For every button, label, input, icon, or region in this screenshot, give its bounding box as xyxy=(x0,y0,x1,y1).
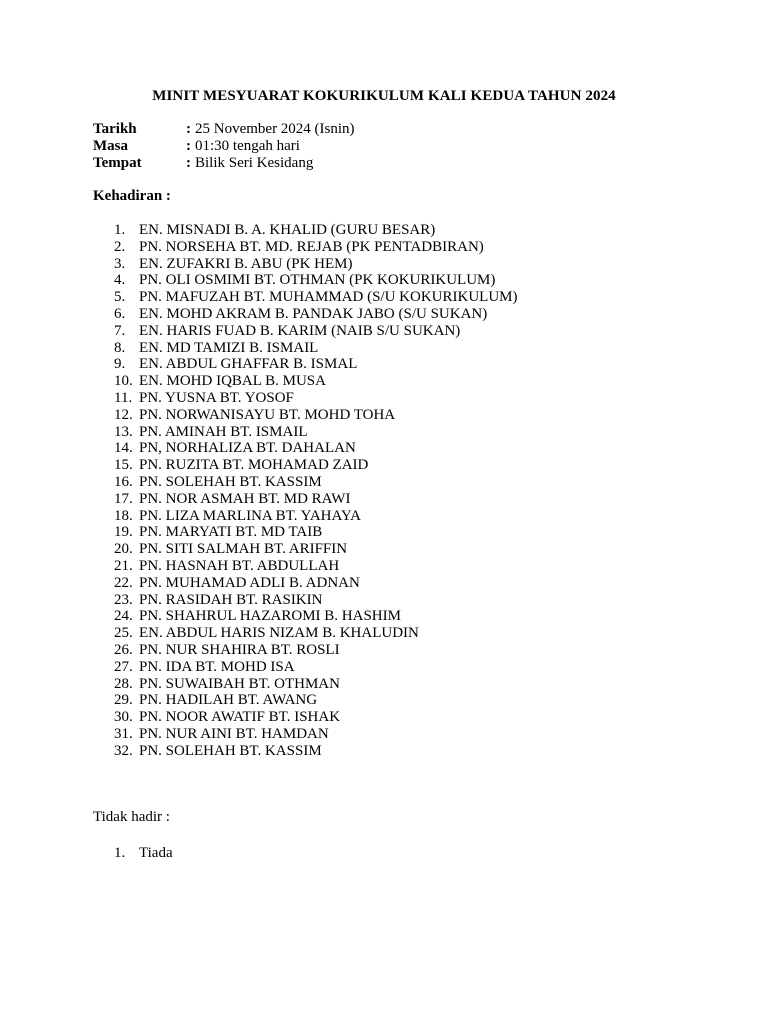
list-item-name: PN, NORHALIZA BT. DAHALAN xyxy=(139,440,356,457)
list-item xyxy=(114,558,518,575)
meta-colon: : xyxy=(186,121,191,137)
list-item xyxy=(114,743,518,760)
meta-label: Masa xyxy=(93,138,128,154)
list-item xyxy=(114,390,518,407)
meta-colon: : xyxy=(186,138,191,154)
list-item-name: PN. RASIDAH BT. RASIKIN xyxy=(139,591,323,608)
meta-colon: : xyxy=(186,155,191,171)
list-item-name: EN. MOHD AKRAM B. PANDAK JABO (S/U SUKAN) xyxy=(139,305,488,322)
list-item-name: Tiada xyxy=(139,845,173,861)
list-item xyxy=(114,608,518,625)
list-item-name: EN. MOHD IQBAL B. MUSA xyxy=(139,373,326,390)
list-item xyxy=(114,222,518,239)
list-item-number: 27. xyxy=(114,658,133,675)
list-item-name: EN. MD TAMIZI B. ISMAIL xyxy=(139,339,319,356)
list-item-number: 9. xyxy=(114,356,126,373)
list-item-number: 6. xyxy=(114,305,126,322)
attendance-heading: Kehadiran : xyxy=(93,188,171,204)
list-item-name: PN. LIZA MARLINA BT. YAHAYA xyxy=(139,507,361,524)
list-item-number: 29. xyxy=(114,692,133,709)
list-item-number: 19. xyxy=(114,524,133,541)
list-item-number: 14. xyxy=(114,440,133,457)
absent-heading: Tidak hadir : xyxy=(93,809,170,825)
list-item-number: 15. xyxy=(114,457,133,474)
meta-row-date xyxy=(93,121,355,138)
list-item xyxy=(114,457,518,474)
list-item-name: EN. HARIS FUAD B. KARIM (NAIB S/U SUKAN) xyxy=(139,322,461,339)
list-item-name: EN. ZUFAKRI B. ABU (PK HEM) xyxy=(139,255,353,272)
list-item-number: 24. xyxy=(114,608,133,625)
list-item-number: 8. xyxy=(114,339,126,356)
list-item-number: 7. xyxy=(114,322,126,339)
list-item xyxy=(114,239,518,256)
meeting-details xyxy=(93,121,355,172)
document-title: MINIT MESYUARAT KOKURIKULUM KALI KEDUA TAHUN 2024 xyxy=(152,88,616,104)
list-item-number: 30. xyxy=(114,709,133,726)
list-item-number: 23. xyxy=(114,591,133,608)
attendee-list xyxy=(114,222,518,760)
absent-list xyxy=(114,845,173,862)
list-item xyxy=(114,306,518,323)
list-item-name: PN. SUWAIBAH BT. OTHMAN xyxy=(139,675,340,692)
list-item xyxy=(114,592,518,609)
list-item-name: PN. MARYATI BT. MD TAIB xyxy=(139,524,323,541)
list-item xyxy=(114,256,518,273)
meta-row-venue xyxy=(93,155,355,172)
list-item xyxy=(114,508,518,525)
list-item xyxy=(114,575,518,592)
list-item-number: 32. xyxy=(114,742,133,759)
list-item-name: PN. NUR AINI BT. HAMDAN xyxy=(139,725,329,742)
list-item-name: PN. HADILAH BT. AWANG xyxy=(139,692,318,709)
list-item-name: PN. OLI OSMIMI BT. OTHMAN (PK KOKURIKULUM) xyxy=(139,272,496,289)
list-item xyxy=(114,642,518,659)
meta-value-time: 01:30 tengah hari xyxy=(195,138,300,154)
meta-label: Tempat xyxy=(93,155,142,171)
list-item-number: 11. xyxy=(114,389,133,406)
list-item xyxy=(114,692,518,709)
meta-value-venue: Bilik Seri Kesidang xyxy=(195,155,314,171)
list-item xyxy=(114,373,518,390)
list-item xyxy=(114,541,518,558)
list-item-name: PN. NOR ASMAH BT. MD RAWI xyxy=(139,490,351,507)
list-item-number: 21. xyxy=(114,557,133,574)
list-item-name: PN. NUR SHAHIRA BT. ROSLI xyxy=(139,641,340,658)
list-item xyxy=(114,474,518,491)
list-item-name: PN. NORSEHA BT. MD. REJAB (PK PENTADBIRAN) xyxy=(139,238,484,255)
meta-row-time xyxy=(93,138,355,155)
list-item xyxy=(114,491,518,508)
list-item-number: 1. xyxy=(114,222,126,238)
list-item-name: PN. NOOR AWATIF BT. ISHAK xyxy=(139,709,341,726)
list-item-number: 31. xyxy=(114,725,133,742)
list-item xyxy=(114,440,518,457)
list-item-number: 20. xyxy=(114,541,133,558)
list-item-number: 1. xyxy=(114,845,126,861)
list-item-number: 4. xyxy=(114,272,126,289)
list-item-name: PN. IDA BT. MOHD ISA xyxy=(139,658,295,675)
list-item xyxy=(114,272,518,289)
list-item-name: PN. AMINAH BT. ISMAIL xyxy=(139,423,308,440)
list-item-name: PN. MUHAMAD ADLI B. ADNAN xyxy=(139,574,360,591)
list-item-number: 17. xyxy=(114,490,133,507)
list-item xyxy=(114,845,173,862)
list-item-number: 2. xyxy=(114,238,126,255)
list-item-number: 13. xyxy=(114,423,133,440)
list-item xyxy=(114,524,518,541)
list-item xyxy=(114,323,518,340)
list-item-name: PN. HASNAH BT. ABDULLAH xyxy=(139,557,340,574)
list-item-name: PN. NORWANISAYU BT. MOHD TOHA xyxy=(139,406,396,423)
list-item xyxy=(114,356,518,373)
list-item-name: EN. ABDUL HARIS NIZAM B. KHALUDIN xyxy=(139,625,419,642)
list-item-name: PN. YUSNA BT. YOSOF xyxy=(139,389,294,406)
list-item-number: 26. xyxy=(114,641,133,658)
list-item-number: 10. xyxy=(114,373,133,390)
list-item-number: 25. xyxy=(114,625,133,642)
list-item-name: EN. ABDUL GHAFFAR B. ISMAL xyxy=(139,356,358,373)
list-item-name: PN. MAFUZAH BT. MUHAMMAD (S/U KOKURIKULUM) xyxy=(139,289,518,306)
list-item-name: PN. SITI SALMAH BT. ARIFFIN xyxy=(139,541,348,558)
list-item xyxy=(114,625,518,642)
meta-value-date: 25 November 2024 (Isnin) xyxy=(195,121,355,137)
list-item xyxy=(114,340,518,357)
list-item xyxy=(114,424,518,441)
list-item-number: 22. xyxy=(114,574,133,591)
list-item xyxy=(114,726,518,743)
list-item-name: EN. MISNADI B. A. KHALID (GURU BESAR) xyxy=(139,222,436,238)
list-item xyxy=(114,289,518,306)
list-item-name: PN. SHAHRUL HAZAROMI B. HASHIM xyxy=(139,608,401,625)
meta-label: Tarikh xyxy=(93,121,137,137)
list-item-name: PN. RUZITA BT. MOHAMAD ZAID xyxy=(139,457,369,474)
list-item xyxy=(114,407,518,424)
list-item-number: 16. xyxy=(114,473,133,490)
list-item-number: 18. xyxy=(114,507,133,524)
list-item-number: 12. xyxy=(114,406,133,423)
list-item-name: PN. SOLEHAH BT. KASSIM xyxy=(139,742,322,759)
list-item xyxy=(114,659,518,676)
list-item-number: 3. xyxy=(114,255,126,272)
list-item-number: 5. xyxy=(114,289,126,306)
list-item xyxy=(114,676,518,693)
list-item-name: PN. SOLEHAH BT. KASSIM xyxy=(139,473,322,490)
list-item xyxy=(114,709,518,726)
list-item-number: 28. xyxy=(114,675,133,692)
